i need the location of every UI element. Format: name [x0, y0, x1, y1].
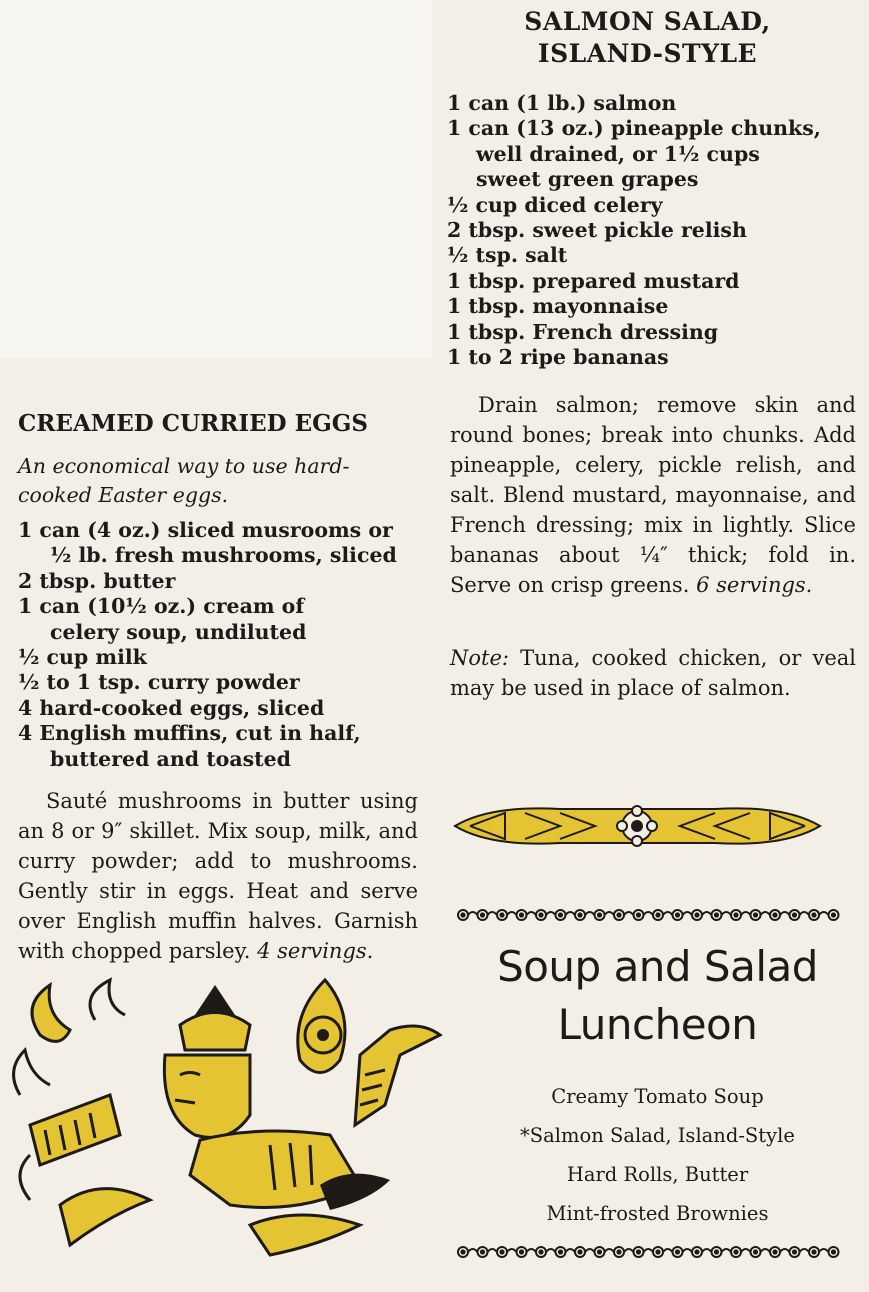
ingredient-item: 1 can (13 oz.) pineapple chunks,	[447, 116, 821, 141]
ingredient-item: 2 tbsp. sweet pickle relish	[447, 218, 747, 243]
menu-item: Creamy Tomato Soup	[551, 1085, 764, 1108]
blank-corner-area	[0, 0, 432, 358]
dancer-illustration	[0, 975, 445, 1275]
eggs-directions	[18, 786, 418, 966]
ingredient-item: ½ to 1 tsp. curry powder	[18, 670, 300, 695]
ingredient-item: ½ cup milk	[18, 645, 147, 670]
salmon-directions-text: Drain salmon; remove skin and round bones; break into chunks. Add pineapple, celery, pickle relish, and salt. Blend mustard, mayonnaise, and French dressing; mix in lightly. Slice bananas about ¼″ thick; fold in. Serve on crisp greens.	[450, 393, 856, 597]
ingredient-item: celery soup, undiluted	[50, 619, 307, 644]
ingredient-item: ½ cup diced celery	[447, 192, 663, 217]
eggs-directions-text: Sauté mushrooms in butter using an 8 or 9″ skillet. Mix soup, milk, and curry powder; add to mushrooms. Gently stir in eggs. Heat and serve over English muffin halves. Garnish with chopped parsley.	[18, 789, 418, 963]
ingredient-item: 1 to 2 ripe bananas	[447, 345, 669, 370]
menu-item: Hard Rolls, Butter	[566, 1163, 749, 1186]
ingredient-item: 1 tbsp. prepared mustard	[447, 268, 740, 293]
salmon-recipe-title	[450, 6, 845, 70]
menu-title	[455, 938, 860, 1054]
ingredient-item: 4 English muffins, cut in half,	[18, 721, 361, 746]
salmon-title-line1: SALMON SALAD,	[524, 7, 771, 36]
chain-ornament-top	[455, 904, 855, 926]
ingredient-item: 1 can (1 lb.) salmon	[447, 91, 677, 115]
ingredient-item: sweet green grapes	[476, 167, 699, 192]
menu-item: Mint-frosted Brownies	[546, 1202, 769, 1225]
eggs-intro: An economical way to use hard-cooked Easter eggs.	[18, 454, 350, 507]
salmon-directions	[450, 390, 856, 600]
menu-title-line1: Soup and Salad	[497, 942, 818, 991]
note-text: Tuna, cooked chicken, or veal may be used in place of salmon.	[450, 646, 856, 700]
salmon-servings: 6 servings.	[696, 573, 813, 597]
ingredient-item: buttered and toasted	[50, 746, 292, 771]
menu-item: *Salmon Salad, Island-Style	[520, 1124, 795, 1147]
menu-title-line2: Luncheon	[557, 1000, 758, 1049]
ingredient-item: 4 hard-cooked eggs, sliced	[18, 695, 325, 720]
ingredient-item: well drained, or 1½ cups	[476, 141, 760, 166]
ingredient-item: 1 tbsp. mayonnaise	[447, 294, 669, 319]
ingredient-item: 2 tbsp. butter	[18, 568, 176, 593]
salmon-title-line2: ISLAND-STYLE	[537, 39, 758, 68]
chain-ornament-bottom	[455, 1241, 855, 1263]
eggs-servings: 4 servings.	[257, 939, 374, 963]
salmon-note	[450, 643, 856, 703]
ingredient-item: ½ lb. fresh mushrooms, sliced	[50, 543, 397, 568]
ingredient-item: 1 tbsp. French dressing	[447, 319, 719, 344]
eggs-ingredients-list	[18, 518, 397, 772]
decorative-band-ornament	[450, 795, 825, 857]
ingredient-item: ½ tsp. salt	[447, 243, 568, 268]
ingredient-item: 1 can (10½ oz.) cream of	[18, 594, 305, 619]
menu-items-list	[455, 1077, 860, 1233]
eggs-recipe-title: CREAMED CURRIED EGGS	[18, 410, 368, 437]
ingredient-item: 1 can (4 oz.) sliced musrooms or	[18, 518, 393, 542]
note-label: Note:	[450, 646, 509, 670]
salmon-ingredients-list	[447, 91, 821, 370]
